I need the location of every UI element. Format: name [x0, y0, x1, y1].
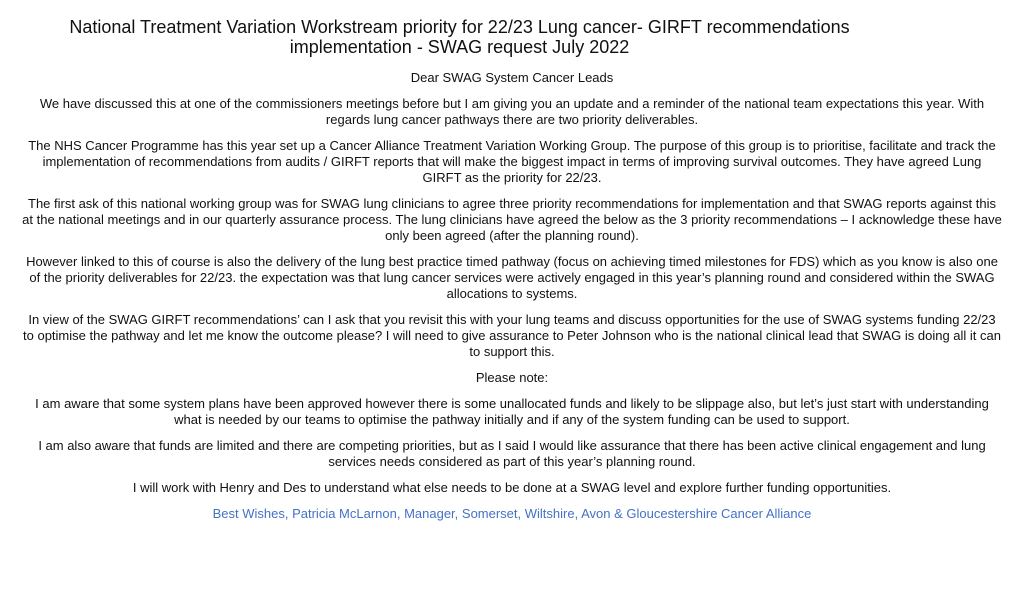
paragraph-update: We have discussed this at one of the commissioners meetings before but I am giving you an update and a reminder of the national team expectations this year. With regards lung cancer pathways there are two priority deliverables. — [39, 95, 985, 127]
paragraph-request: In view of the SWAG GIRFT recommendations’ can I ask that you revisit this with your lung teams and discuss opportunities for the use of SWAG systems funding 22/23 to optimise the pathway and let me know the outcome please? I will need to give assurance to Peter Johnson who is the national clinical lead that SWAG is doing all it can to support this. — [23, 311, 1001, 360]
slide — [0, 17, 1024, 592]
greeting: Dear SWAG System Cancer Leads — [410, 70, 614, 85]
paragraph-timed-pathway: However linked to this of course is also the delivery of the lung best practice timed pathway (focus on achieving timed milestones for FDS) which as you know is also one of the priority deliverables for 22/23. the expectation was that lung cancer services were actively engaged in this year’s planning round and considered within the SWAG allocations to systems. — [26, 253, 998, 302]
note-system-plans: I am aware that some system plans have been approved however there is some unallocated funds and likely to be slippage also, but let’s just start with understanding what is needed by our teams to optimise the pathway initially and if any of the system funding can be used to support. — [35, 395, 989, 427]
slide-title: National Treatment Variation Workstream priority for 22/23 Lung cancer- GIRFT recommendations implementation - SWAG request July 2022 — [69, 17, 850, 57]
note-further-funding: I will work with Henry and Des to understand what else needs to be done at a SWAG level and explore further funding opportunities. — [132, 479, 892, 495]
paragraph-working-group: The NHS Cancer Programme has this year set up a Cancer Alliance Treatment Variation Working Group. The purpose of this group is to prioritise, facilitate and track the implementation of recommendations from audits / GIRFT reports that will make the biggest impact in terms of improving survival outcomes. They have agreed Lung GIRFT as the priority for 22/23. — [28, 137, 996, 186]
paragraph-first-ask: The first ask of this national working group was for SWAG lung clinicians to agree three priority recommendations for implementation and that SWAG reports against this at the national meetings and in our quarterly assurance process. The lung clinicians have agreed the below as the 3 priority recommendations – I acknowledge these have only been agreed (after the planning round). — [22, 195, 1002, 244]
note-heading: Please note: — [475, 370, 549, 386]
letter-body — [22, 70, 1002, 522]
signature: Best Wishes, Patricia McLarnon, Manager, Somerset, Wiltshire, Avon & Gloucestershire Cancer Alliance — [212, 505, 812, 521]
note-funds-limited: I am also aware that funds are limited and there are competing priorities, but as I said I would like assurance that there has been active clinical engagement and lung services needs considered as part of this year’s planning round. — [38, 437, 986, 469]
